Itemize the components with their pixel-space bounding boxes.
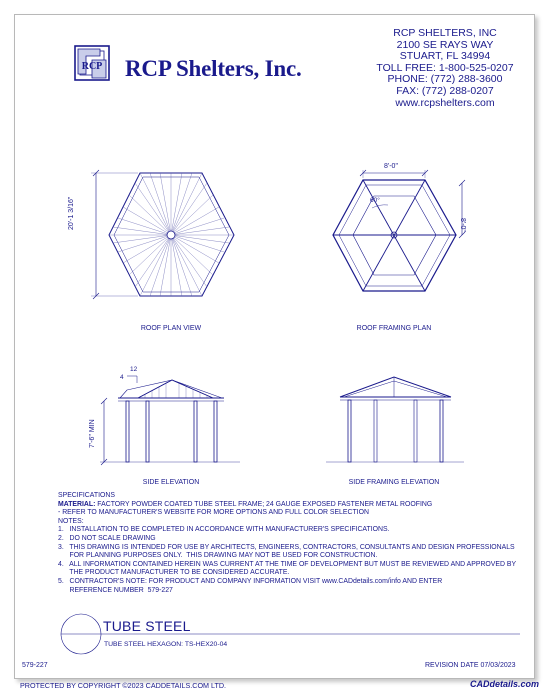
note-line: 2. DO NOT SCALE DRAWING [58,534,156,542]
roof-framing-side-dimension: 8'-0" [459,218,466,232]
roof-framing-label: ROOF FRAMING PLAN [356,325,432,332]
side-framing-drawing [326,377,464,462]
specifications-block [58,492,516,595]
company-line: PHONE: (772) 288-3600 [387,73,503,86]
company-line: FAX: (772) 288-0207 [396,84,494,97]
caddetails-brand[interactable]: CADdetails.com [470,679,540,689]
note-line: 3. THIS DRAWING IS INTENDED FOR USE BY ARCHITECTS, ENGINEERS, CONTRACTORS, CONSULTANTS AND DESIGN PROFESSIONALS [58,543,515,551]
roof-plan-label: ROOF PLAN VIEW [140,325,202,332]
roof-plan-drawing [91,170,234,299]
specifications-heading: SPECIFICATIONS [58,492,115,499]
material-line [58,501,516,510]
copyright-notice: PROTECTED BY COPYRIGHT ©2023 CADDETAILS.COM LTD. [20,681,227,690]
roof-framing-top-dimension: 8'-0" [384,163,398,170]
pitch-rise-label: 4 [120,374,124,381]
drawing-title: TUBE STEEL [103,618,191,634]
side-elevation-drawing [100,376,240,465]
company-line: 2100 SE RAYS WAY [396,38,494,51]
company-address-block [370,28,520,109]
drawing-subtitle: TUBE STEEL HEXAGON: TS-HEX20-04 [104,641,228,648]
material-value: FACTORY POWDER COATED TUBE STEEL FRAME; 24 GAUGE EXPOSED FASTENER METAL ROOFING [95,500,433,508]
reference-number: 579-227 [22,662,48,669]
note-line: THE PRODUCT MANUFACTURER TO BE CONSIDERED ACCURATE. [58,569,290,577]
company-logo-name: RCP Shelters, Inc. [125,56,302,81]
roof-framing-angle: 60° [370,197,380,204]
roof-framing-drawing [333,170,465,291]
side-elevation-label: SIDE ELEVATION [142,479,200,486]
height-dimension: 7'-6" MIN [89,419,96,448]
note-line: 5. CONTRACTOR'S NOTE: FOR PRODUCT AND COMPANY INFORMATION VISIT www.CADdetails.com/info AND ENTER [58,577,443,585]
roof-plan-dimension: 20'-1 3/16" [68,196,75,230]
material-key: MATERIAL: [58,500,96,508]
company-line: RCP SHELTERS, INC [393,27,497,39]
material-note: - REFER TO MANUFACTURER'S WEBSITE FOR MORE OPTIONS AND FULL COLOR SELECTION [58,509,369,517]
note-line: 1. INSTALLATION TO BE COMPLETED IN ACCORDANCE WITH MANUFACTURER'S SPECIFICATIONS. [58,526,390,534]
pitch-run-label: 12 [130,366,138,373]
side-framing-label: SIDE FRAMING ELEVATION [348,479,440,486]
svg-text:RCP: RCP [81,61,103,72]
note-line: FOR PLANNING PURPOSES ONLY. THIS DRAWING MAY NOT BE USED FOR CONSTRUCTION. [58,552,378,560]
company-line: www.rcpshelters.com [395,96,495,109]
notes-heading: NOTES: [58,517,84,525]
company-line: TOLL FREE: 1-800-525-0207 [376,61,514,74]
rcp-logo-icon [75,46,109,80]
company-line: STUART, FL 34994 [399,50,491,63]
note-line: 4. ALL INFORMATION CONTAINED HEREIN WAS CURRENT AT THE TIME OF DEVELOPMENT BUT MUST BE REVIEWED AND APPROVED BY [58,560,517,568]
note-line: REFERENCE NUMBER 579-227 [58,586,173,594]
revision-date: REVISION DATE 07/03/2023 [425,662,516,669]
